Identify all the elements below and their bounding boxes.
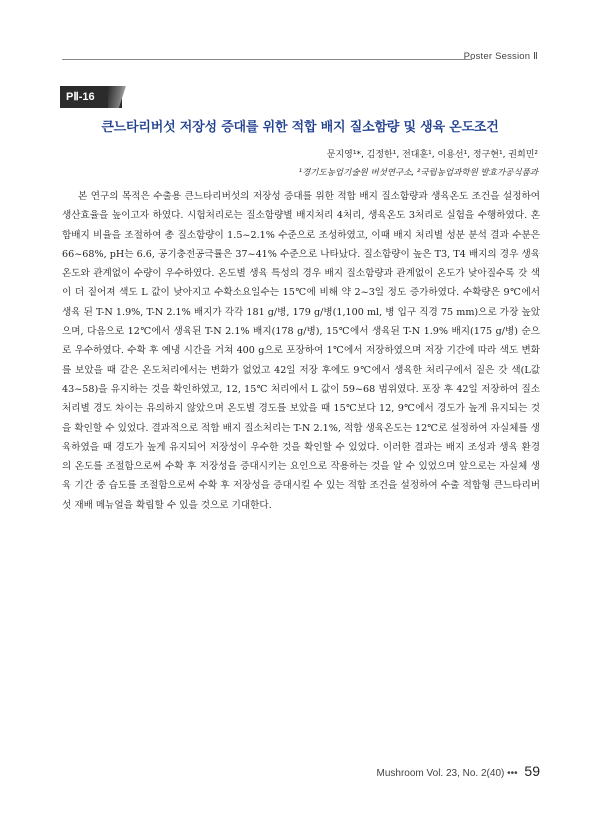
- tag-fade-decoration: [108, 86, 126, 108]
- affiliations: [299, 166, 538, 178]
- paper-title: 큰느타리버섯 저장성 증대를 위한 적합 배지 질소함량 및 생육 온도조건: [101, 120, 499, 135]
- poster-id-tag: PⅡ-16: [60, 86, 122, 108]
- session-header: Poster Session Ⅱ: [463, 51, 538, 62]
- journal-citation: Mushroom Vol. 23, No. 2(40): [376, 768, 505, 779]
- header-rule: [62, 59, 472, 60]
- author-list: 문지영¹*, 김정한¹, 전대훈¹, 이용선¹, 정구현¹, 권희민²: [326, 150, 538, 160]
- affiliations-text: ¹경기도농업기술원 버섯연구소, ²국립농업과학원 발효가공식품과: [298, 168, 538, 178]
- page-number: 59: [524, 763, 540, 779]
- abstract-body: 본 연구의 목적은 수출용 큰느타리버섯의 저장성 증대를 위한 적합 배지 질소함량과 생육온도 조건을 설정하여 생산효율을 높이고자 하였다. 시험처리로는 질소함량별 배지처리 4처리, 생육온도 3처리로 실험을 수행하였다. 혼합배지 비율을 조절하여 총 질소함량이 1.5~2.1% 수준으로 조성하였고, 이때 배지 처리별 성분 분석 결과 수분은 66~68%, pH는 6.6, 공기충전공극률은 37~41% 수준으로 나타났다. 질소함량이 높은 T3, T4 배지의 경우 생육온도와 관계없이 수량이 우수하였다. 온도별 생육 특성의 경우 배지 질소함량과 관계없이 온도가 낮아질수록 갓 색이 더 짙어져 색도 L 값이 낮아지고 수확소요일수는 15℃에 비해 약 2~3일 정도 증가하였다. 수확량은 9℃에서 생육 된 T-N 1.9%, T-N 2.1% 배지가 각각 181 g/병, 179 g/병(1,100 ml, 병 입구 직경 75 mm)으로 가장 높았으며, 다음으로 12℃에서 생육된 T-N 2.1% 배지(178 g/병), 15℃에서 생육된 T-N 1.9% 배지(175 g/병) 순으로 우수하였다. 수확 후 예냉 시간을 거쳐 400 g으로 포장하여 1℃에서 저장하였으며 저장 기간에 따라 색도 변화를 보았을 때 같은 온도처리에서는 변화가 없었고 42일 저장 후에도 9℃에서 생육한 처리구에서 짙은 갓 색(L값 43~58)을 유지하는 것을 확인하였고, 12, 15℃ 처리에서 L 값이 59~68 범위였다. 포장 후 42일 저장하여 질소 처리별 경도 차이는 유의하지 않았으며 온도별 경도를 보았을 때 15℃보다 12, 9℃에서 경도가 높게 유지되는 것을 확인할 수 있었다. 결과적으로 적합 배지 질소처리는 T-N 2.1%, 적합 생육온도는 12℃로 설정하여 자실체를 생육하였을 때 경도가 높게 유지되어 저장성이 우수한 것을 확인할 수 있었다. 이러한 결과는 배지 조성과 생육 환경의 온도를 조절함으로써 수확 후 저장성을 증대시키는 요인으로 작용하는 것을 알 수 있었으며 앞으로는 자실체 생육 기간 중 습도를 조절함으로써 수확 후 저장성을 증대시킬 수 있는 적합 조건을 설정하여 수출 적합형 큰느타리버섯 재배 메뉴얼을 확립할 수 있을 것으로 기대한다.: [62, 191, 540, 511]
- page-footer: [377, 763, 541, 779]
- footer-dots: •••: [507, 768, 518, 779]
